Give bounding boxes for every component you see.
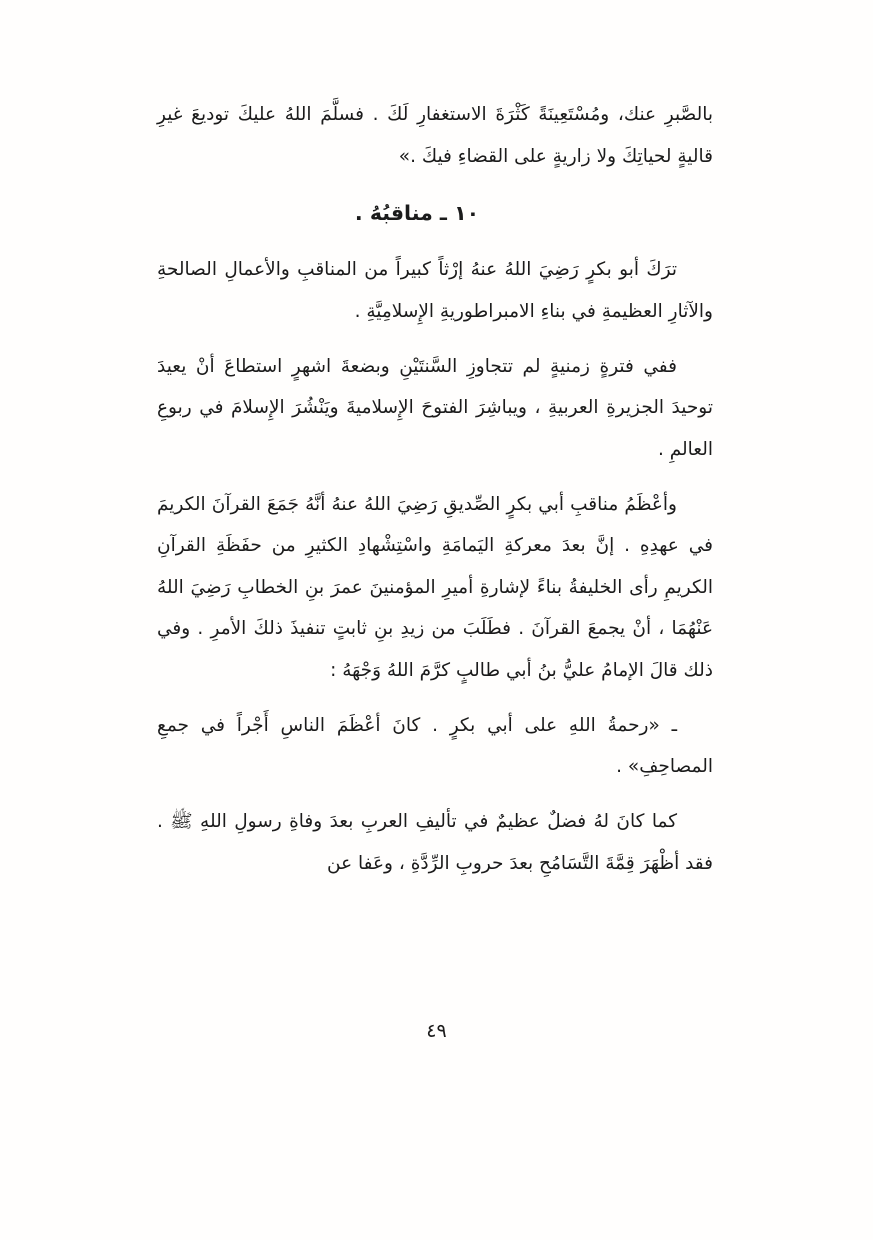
body-paragraph: ترَكَ أبو بكرٍ رَضِيَ اللهُ عنهُ إرْثاً كبيراً من المناقبِ والأعمالِ الصالحةِ والآثارِ العظيمةِ في بناءِ الامبراطوريةِ الإِسلامِيَّةِ . (157, 259, 713, 322)
page-text-block (157, 94, 713, 897)
section-heading: ١٠ ـ مناقبُهُ . (354, 201, 480, 226)
quote-continuation-paragraph: بالصَّبرِ عنك، ومُسْتَعِينَةً كَثْرَةَ الاستغفارِ لَكَ . فسلَّمَ اللهُ عليكَ توديعَ غيرِ قاليةٍ لحياتِكَ ولا زاريةٍ على القضاءِ فيكَ .» (157, 104, 713, 167)
page-number: ٤٩ (426, 1020, 447, 1042)
body-paragraph: وأعْظَمُ مناقبِ أبي بكرٍ الصِّديقِ رَضِيَ اللهُ عنهُ أنَّهُ جَمَعَ القرآنَ الكريمَ في عهدِهِ . إنَّ بعدَ معركةِ اليَمامَةِ واسْتِشْهادِ الكثيرِ من حفَظَةِ القرآنِ الكريمِ رأى الخليفةُ بناءً لإشارةِ أميرِ المؤمنينَ عمرَ بنِ الخطابِ رَضِيَ اللهُ عَنْهُمَا ، أنْ يجمعَ القرآنَ . فطَلَبَ من زيدِ بنِ ثابتٍ تنفيذَ ذلكَ الأمرِ . وفي ذلك قالَ الإمامُ عليُّ بنُ أبي طالبٍ كرَّمَ اللهُ وَجْهَهُ : (157, 493, 713, 681)
quote-paragraph: ـ «رحمةُ اللهِ على أبي بكرٍ . كانَ أعْظَمَ الناسِ أَجْراً في جمعِ المصاحِفِ» . (157, 714, 713, 778)
body-paragraph: كما كانَ لهُ فضلٌ عظيمٌ في تأليفِ العربِ بعدَ وفاةِ رسولِ اللهِ ﷺ . فقد أظْهَرَ قِمَّةَ التَّسَامُحِ بعدَ حروبِ الرِّدَّةِ ، وعَفا عن (157, 810, 713, 874)
body-paragraph: ففي فترةٍ زمنيةٍ لم تتجاوزِ السَّنتَيْنِ وبضعةَ اشهرٍ استطاعَ أنْ يعيدَ توحيدَ الجزيرةِ العربيةِ ، ويباشِرَ الفتوحَ الإِسلاميةَ ويَنْشُرَ الإِسلامَ في ربوعِ العالمِ . (157, 355, 713, 460)
